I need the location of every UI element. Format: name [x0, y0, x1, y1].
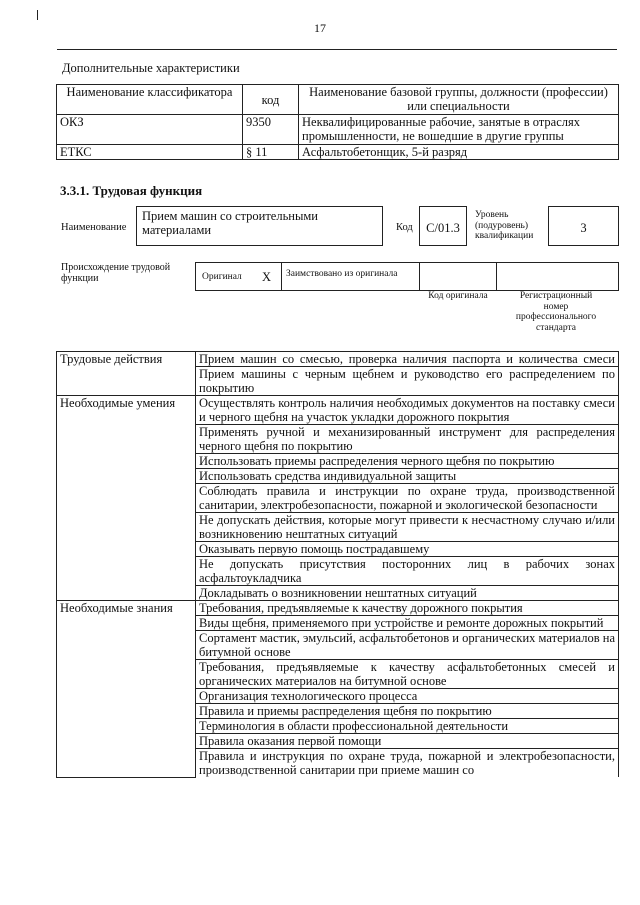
knowledge-item: Требования, предъявляемые к качеству асфальтобетонных смесей и органических материалов на битумной основе [196, 660, 619, 689]
action-item: Прием машин со смесью, проверка наличия паспорта и количества смеси [196, 352, 619, 367]
additional-row [57, 145, 619, 160]
cell-classifier: ОКЗ [57, 115, 243, 145]
additional-title: Дополнительные характеристики [62, 61, 240, 75]
skill-item: Оказывать первую помощь пострадавшему [196, 542, 619, 557]
knowledge-item: Правила оказания первой помощи [196, 734, 619, 749]
knowledge-item: Требования, предъявляемые к качеству дорожного покрытия [196, 601, 619, 616]
knowledge-item: Терминология в области профессиональной деятельности [196, 719, 619, 734]
corner-mark [37, 10, 38, 20]
skill-item: Не допускать действия, которые могут привести к несчастному случаю и/или возникновению нештатных ситуаций [196, 513, 619, 542]
skill-item: Соблюдать правила и инструкции по охране труда, производственной санитарии, электробезопасности, пожарной и экологической безопасности [196, 484, 619, 513]
header-rule [57, 49, 617, 50]
function-code-box [419, 206, 467, 246]
details-table [56, 351, 619, 778]
cell-code: 9350 [243, 115, 299, 145]
skills-label: Необходимые умения [57, 396, 196, 601]
reg-number-box [496, 262, 619, 291]
skill-item: Докладывать о возникновении нештатных ситуаций [196, 586, 619, 601]
action-row [57, 352, 619, 367]
cell-name: Асфальтобетонщик, 5-й разряд [299, 145, 619, 160]
additional-row [57, 115, 619, 145]
borrowed-label: Заимствовано из оригинала [286, 269, 398, 279]
name-label: Наименование [61, 222, 127, 233]
knowledge-item: Организация технологического процесса [196, 689, 619, 704]
level-value: 3 [580, 221, 587, 235]
reg-number-label: Регистрационный номер профессионального стандарта [515, 291, 597, 333]
actions-label: Трудовые действия [57, 352, 196, 396]
original-label: Оригинал [202, 272, 242, 282]
origin-label: Происхождение трудовой функции [61, 262, 171, 284]
skill-item: Использовать приемы распределения черного щебня по покрытию [196, 454, 619, 469]
code-original-box [419, 262, 497, 291]
skill-item: Применять ручной и механизированный инструмент для распределения черного щебня по покрытию [196, 425, 619, 454]
knowledge-item: Сортамент мастик, эмульсий, асфальтобетонов и органических материалов на битумной основе [196, 631, 619, 660]
header-code: код [243, 85, 299, 115]
cell-code: § 11 [243, 145, 299, 160]
knowledge-item: Виды щебня, применяемого при устройстве и ремонте дорожных покрытий [196, 616, 619, 631]
header-group-name: Наименование базовой группы, должности (профессии) или специальности [299, 85, 619, 115]
header-classifier: Наименование классификатора [57, 85, 243, 115]
function-code-value: С/01.3 [426, 221, 460, 235]
function-name-value: Прием машин со строительными материалами [142, 209, 318, 237]
function-heading: 3.3.1. Трудовая функция [60, 183, 203, 198]
original-mark: Х [262, 270, 272, 284]
level-box [548, 206, 619, 246]
borrowed-box [281, 262, 420, 291]
level-label: Уровень (подуровень) квалификации [475, 210, 534, 241]
knowledge-item: Правила и инструкция по охране труда, пожарной и электробезопасности, производственной санитарии при приеме машин со [196, 749, 619, 778]
knowledge-label: Необходимые знания [57, 601, 196, 778]
additional-header-row [57, 85, 619, 115]
page-number: 17 [314, 21, 326, 35]
skill-item: Осуществлять контроль наличия необходимых документов на поставку смеси и черного щебня на участок укладки дорожного покрытия [196, 396, 619, 425]
code-label: Код [396, 222, 413, 233]
code-original-label: Код оригинала [428, 291, 488, 301]
cell-classifier: ЕТКС [57, 145, 243, 160]
skill-item: Не допускать присутствия посторонних лиц в рабочих зонах асфальтоукладчика [196, 557, 619, 586]
original-box [195, 262, 282, 291]
function-name-box [136, 206, 383, 246]
skill-item: Использовать средства индивидуальной защиты [196, 469, 619, 484]
knowledge-row [57, 601, 619, 616]
additional-table [56, 84, 619, 160]
skill-row [57, 396, 619, 425]
knowledge-item: Правила и приемы распределения щебня по покрытию [196, 704, 619, 719]
cell-name: Неквалифицированные рабочие, занятые в отраслях промышленности, не вошедшие в другие группы [299, 115, 619, 145]
action-item: Прием машины с черным щебнем и руководство его распределением по покрытию [196, 367, 619, 396]
